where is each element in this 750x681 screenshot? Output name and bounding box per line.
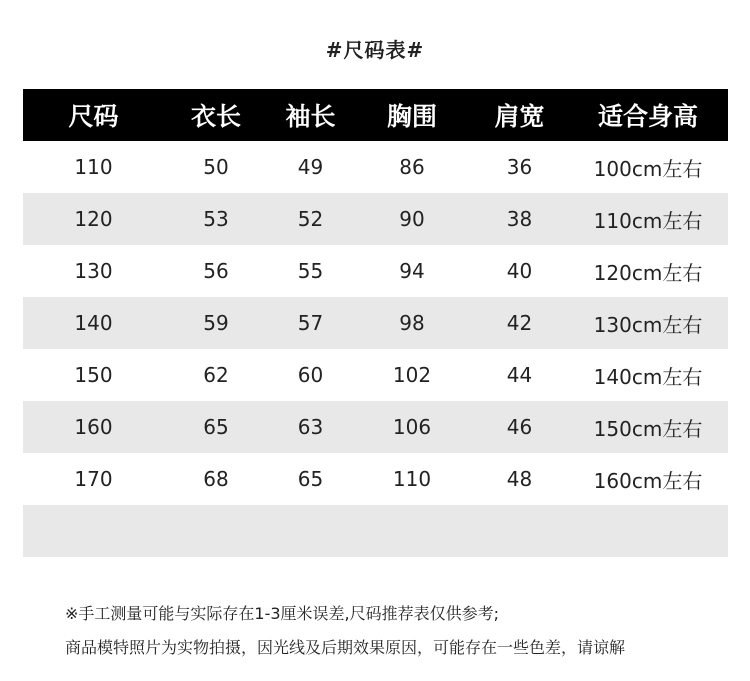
cell-chest: 90 xyxy=(399,207,425,231)
table-header-row xyxy=(23,89,728,141)
table-row xyxy=(23,141,728,193)
cell-chest: 98 xyxy=(399,311,425,335)
cell-shoulder: 36 xyxy=(506,155,533,179)
cell-length: 56 xyxy=(203,259,229,283)
table-row xyxy=(23,401,728,453)
cell-shoulder: 46 xyxy=(506,415,533,439)
cell-chest: 110 xyxy=(392,467,432,491)
cell-sleeve: 55 xyxy=(297,259,324,283)
measurement-note: ※手工测量可能与实际存在1-3厘米误差,尺码推荐表仅供参考; xyxy=(65,604,500,623)
table-row xyxy=(23,349,728,401)
cell-sleeve: 57 xyxy=(297,311,324,335)
size-table xyxy=(23,89,728,557)
cell-size: 160 xyxy=(74,415,113,439)
cell-size: 150 xyxy=(74,363,113,387)
cell-shoulder: 40 xyxy=(506,259,533,283)
cell-size: 130 xyxy=(74,259,113,283)
cell-chest: 94 xyxy=(399,259,425,283)
header-height: 适合身高 xyxy=(597,102,698,131)
header-sleeve: 袖长 xyxy=(285,102,336,131)
cell-size: 110 xyxy=(74,155,113,179)
cell-size: 140 xyxy=(74,311,113,335)
cell-height: 110cm左右 xyxy=(593,208,703,233)
cell-size: 170 xyxy=(74,467,113,491)
cell-sleeve: 63 xyxy=(297,415,324,439)
cell-sleeve: 52 xyxy=(297,207,324,231)
color-disclaimer-note: 商品模特照片为实物拍摄，因光线及后期效果原因，可能存在一些色差，请谅解 xyxy=(65,638,626,657)
cell-length: 68 xyxy=(203,467,229,491)
header-shoulder: 肩宽 xyxy=(494,102,545,131)
cell-length: 59 xyxy=(203,311,229,335)
header-size: 尺码 xyxy=(68,102,119,131)
cell-length: 53 xyxy=(203,207,229,231)
cell-shoulder: 38 xyxy=(506,207,533,231)
cell-length: 50 xyxy=(203,155,229,179)
cell-height: 130cm左右 xyxy=(593,312,703,337)
table-row xyxy=(23,453,728,505)
cell-height: 140cm左右 xyxy=(593,364,703,389)
cell-shoulder: 44 xyxy=(506,363,533,387)
cell-sleeve: 60 xyxy=(297,363,324,387)
cell-height: 120cm左右 xyxy=(593,260,703,285)
header-chest: 胸围 xyxy=(386,102,437,131)
table-empty-row xyxy=(23,505,728,557)
table-row xyxy=(23,245,728,297)
table-row xyxy=(23,297,728,349)
page-title: #尺码表# xyxy=(325,38,425,62)
header-length: 衣长 xyxy=(190,102,241,131)
cell-size: 120 xyxy=(74,207,113,231)
cell-chest: 102 xyxy=(392,363,432,387)
cell-chest: 106 xyxy=(392,415,432,439)
cell-height: 150cm左右 xyxy=(593,416,703,441)
cell-length: 62 xyxy=(203,363,229,387)
cell-sleeve: 49 xyxy=(297,155,324,179)
cell-length: 65 xyxy=(203,415,229,439)
table-row xyxy=(23,193,728,245)
cell-chest: 86 xyxy=(399,155,425,179)
cell-sleeve: 65 xyxy=(297,467,324,491)
cell-height: 100cm左右 xyxy=(593,156,703,181)
cell-shoulder: 48 xyxy=(506,467,533,491)
cell-shoulder: 42 xyxy=(506,311,533,335)
cell-height: 160cm左右 xyxy=(593,468,703,493)
